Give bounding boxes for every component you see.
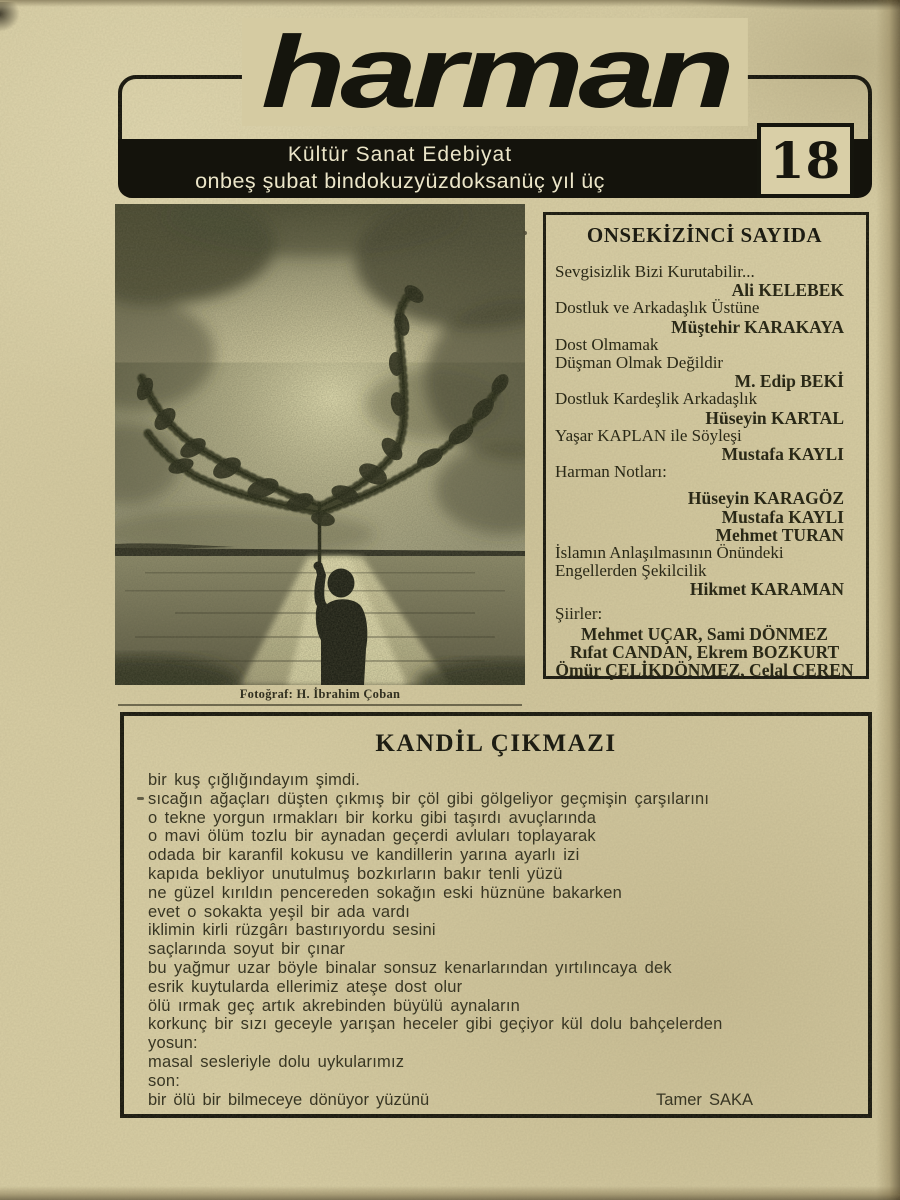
contents-item-author: Ömür ÇELİKDÖNMEZ, Celal CEREN xyxy=(555,660,854,681)
contents-item-title: Sevgisizlik Bizi Kurutabilir... xyxy=(555,262,755,281)
contents-item-title: Düşman Olmak Değildir xyxy=(555,353,724,373)
contents-item-author: M. Edip BEKİ xyxy=(734,371,844,392)
poem-line: korkunç bir sızı geceyle yarışan heceler gibi geçiyor kül dolu bahçelerden xyxy=(148,1015,723,1034)
poem-line: sıcağın ağaçları düşten çıkmış bir çöl gibi gölgeliyor geçmişin çarşılarını xyxy=(148,789,710,808)
poem-line: ne güzel kırıldın pencereden sokağın eski hüznüne bakarken xyxy=(148,883,622,902)
poem-line: masal sesleriyle dolu uykularımız xyxy=(148,1052,405,1071)
contents-item-author: Mehmet TURAN xyxy=(715,524,844,545)
poem-line: bu yağmur uzar böyle binalar sonsuz kenarlarından yırtılıncaya dek xyxy=(148,958,672,977)
issue-number-box xyxy=(757,123,854,198)
masthead-subtitle: Kültür Sanat Edebiyat xyxy=(287,143,513,166)
photo-grain xyxy=(115,204,525,685)
poem-line: bir ölü bir bilmeceye dönüyor yüzünü xyxy=(148,1090,430,1109)
ink-speck xyxy=(137,797,144,800)
poem-line: esrik kuytularda ellerimiz ateşe dost olur xyxy=(148,977,463,996)
contents-item-author: Hikmet KARAMAN xyxy=(689,579,844,600)
cover-photo-illustration xyxy=(115,204,525,685)
contents-list xyxy=(555,263,854,679)
photo-caption: Fotoğraf: H. İbrahim Çoban xyxy=(239,687,401,701)
contents-item-author: Mehmet UÇAR, Sami DÖNMEZ xyxy=(581,623,828,644)
caption-rule xyxy=(118,704,522,706)
poem-line: yosun: xyxy=(148,1034,198,1053)
poem-last-line-row xyxy=(148,1091,868,1110)
contents-item-title: Harman Notları: xyxy=(555,462,667,482)
poem-line: o mavi ölüm tozlu bir aynadan geçerdi avluları toplayarak xyxy=(148,827,596,846)
poem-line: evet o sokakta yeşil bir ada vardı xyxy=(148,902,411,921)
poem-line: son: xyxy=(148,1071,180,1090)
poem-body xyxy=(148,771,868,1091)
contents-item-title: Dostluk ve Arkadaşlık Üstüne xyxy=(555,298,760,318)
contents-item-author: Mustafa KAYLI xyxy=(721,444,844,465)
issue-number: 18 xyxy=(769,131,842,190)
poem-line: odada bir karanfil kokusu ve kandillerin yarına ayarlı izi xyxy=(148,846,580,865)
poem-line: kapıda bekliyor unutulmuş bozkırların bakır tenli yüzü xyxy=(148,864,563,883)
masthead-dateline: onbeş şubat bindokuzyüzdoksanüç yıl üç xyxy=(195,169,605,193)
poem-box xyxy=(120,712,872,1118)
contents-item-title: Yaşar KAPLAN ile Söyleşi xyxy=(555,425,742,445)
page-edge xyxy=(876,0,900,1200)
ink-speck xyxy=(523,231,527,235)
poem-line: iklimin kirli rüzgârı bastırıyordu sesini xyxy=(148,921,436,940)
poem-author: Tamer SAKA xyxy=(656,1090,753,1109)
poem-line: ölü ırmak geç artık akrebinden büyülü aynaların xyxy=(148,996,521,1015)
contents-item-title: Şiirler: xyxy=(555,603,603,623)
contents-item-author: Ali KELEBEK xyxy=(731,280,844,301)
contents-item-title: Dostluk Kardeşlik Arkadaşlık xyxy=(555,389,758,409)
contents-item-author: Mustafa KAYLI xyxy=(721,506,844,527)
contents-title: ONSEKİZİNCİ SAYIDA xyxy=(586,223,823,247)
contents-item-title: Engellerden Şekilcilik xyxy=(555,561,707,581)
cover-photo xyxy=(115,204,525,685)
poem-title: KANDİL ÇIKMAZI xyxy=(375,730,617,757)
page-edge xyxy=(0,1186,900,1200)
contents-item-title: Dost Olmamak xyxy=(555,334,659,354)
poem-line: bir kuş çığlığındayım şimdi. xyxy=(148,771,361,789)
page-edge xyxy=(0,0,900,7)
contents-box xyxy=(543,212,869,679)
contents-item-author: Hüseyin KARAGÖZ xyxy=(687,488,844,509)
contents-item-author: Hüseyin KARTAL xyxy=(705,407,844,428)
magazine-logo: harman xyxy=(242,18,749,126)
poem-line: o tekne yorgun ırmakları bir korku gibi taşırdı avuçlarında xyxy=(148,808,597,827)
contents-item-author: Müştehir KARAKAYA xyxy=(671,316,844,337)
masthead-logo-wrap xyxy=(118,15,872,129)
contents-item-author: Rıfat CANDAN, Ekrem BOZKURT xyxy=(569,642,840,663)
contents-item-title: İslamın Anlaşılmasının Önündeki xyxy=(555,543,784,563)
poem-line: saçlarında soyut bir çınar xyxy=(148,940,346,959)
